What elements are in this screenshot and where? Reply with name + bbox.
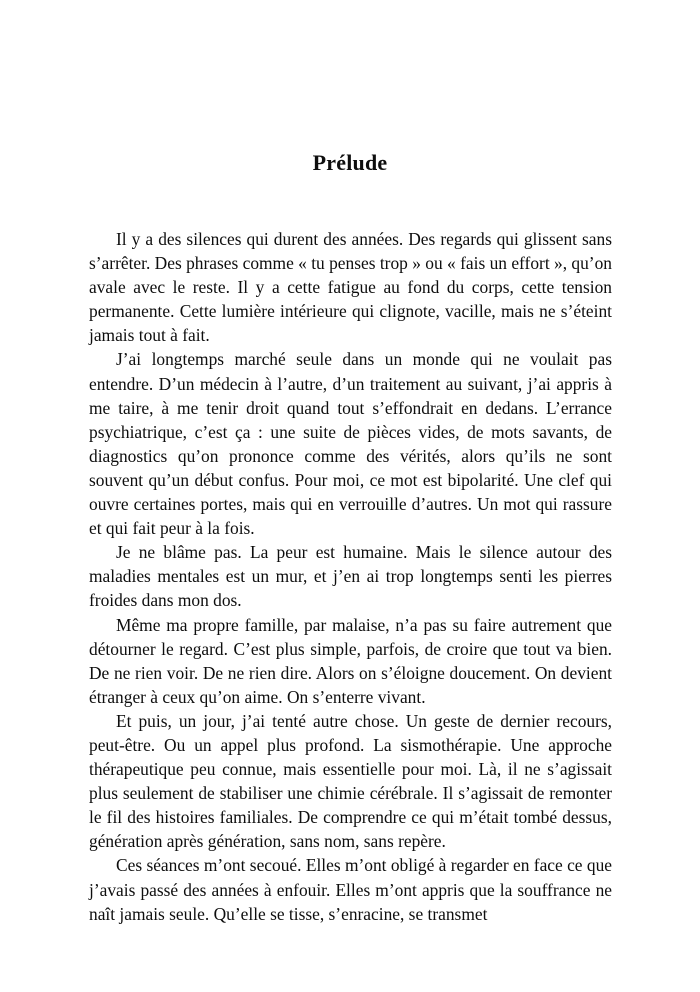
paragraph: Il y a des silences qui durent des années. Des regards qui glissent sans s’arrêter. Des phrases comme « tu penses trop » ou « fais un effort », qu’on avale avec le reste. Il y a cette fatigue au fond du corps, cette tension permanente. Cette lumière intérieure qui clignote, vacille, mais ne s’éteint jamais tout à fait. <box>89 229 612 346</box>
paragraph: Et puis, un jour, j’ai tenté autre chose. Un geste de dernier recours, peut-être. Ou un appel plus profond. La sismothérapie. Une approche thérapeutique peu connue, mais essentielle pour moi. Là, il ne s’agissait plus seulement de stabiliser une chimie cérébrale. Il s’agissait de remonter le fil des histoires familiales. De comprendre ce qui m’était tombé dessus, génération après génération, sans nom, sans repère. <box>89 710 612 852</box>
paragraph: J’ai longtemps marché seule dans un monde qui ne voulait pas entendre. D’un médecin à l’autre, d’un traitement au suivant, j’ai appris à me taire, à me tenir droit quand tout s’effondrait en dedans. L’errance psychiatrique, c’est ça : une suite de pièces vides, de mots savants, de diagnostics qu’on prononce comme des vérités, alors qu’ils ne sont souvent qu’un début confus. Pour moi, ce mot est bipolarité. Une clef qui ouvre certaines portes, mais qui en verrouille d’autres. Un mot qui rassure et qui fait peur à la fois. <box>89 349 612 539</box>
paragraph: Même ma propre famille, par malaise, n’a pas su faire autrement que détourner le regard. C’est plus simple, parfois, de croire que tout va bien. De ne rien voir. De ne rien dire. Alors on s’éloigne doucement. On devient étranger à ceux qu’on aime. On s’enterre vivant. <box>89 614 612 707</box>
body-text <box>89 227 612 926</box>
paragraph: Ces séances m’ont secoué. Elles m’ont obligé à regarder en face ce que j’avais passé des années à enfouir. Elles m’ont appris que la souffrance ne naît jamais seule. Qu’elle se tisse, s’enracine, se transmet <box>89 855 612 924</box>
paragraph: Je ne blâme pas. La peur est humaine. Mais le silence autour des maladies mentales est un mur, et j’en ai trop longtemps senti les pierres froides dans mon dos. <box>89 542 612 611</box>
chapter-title: Prélude <box>312 150 388 175</box>
